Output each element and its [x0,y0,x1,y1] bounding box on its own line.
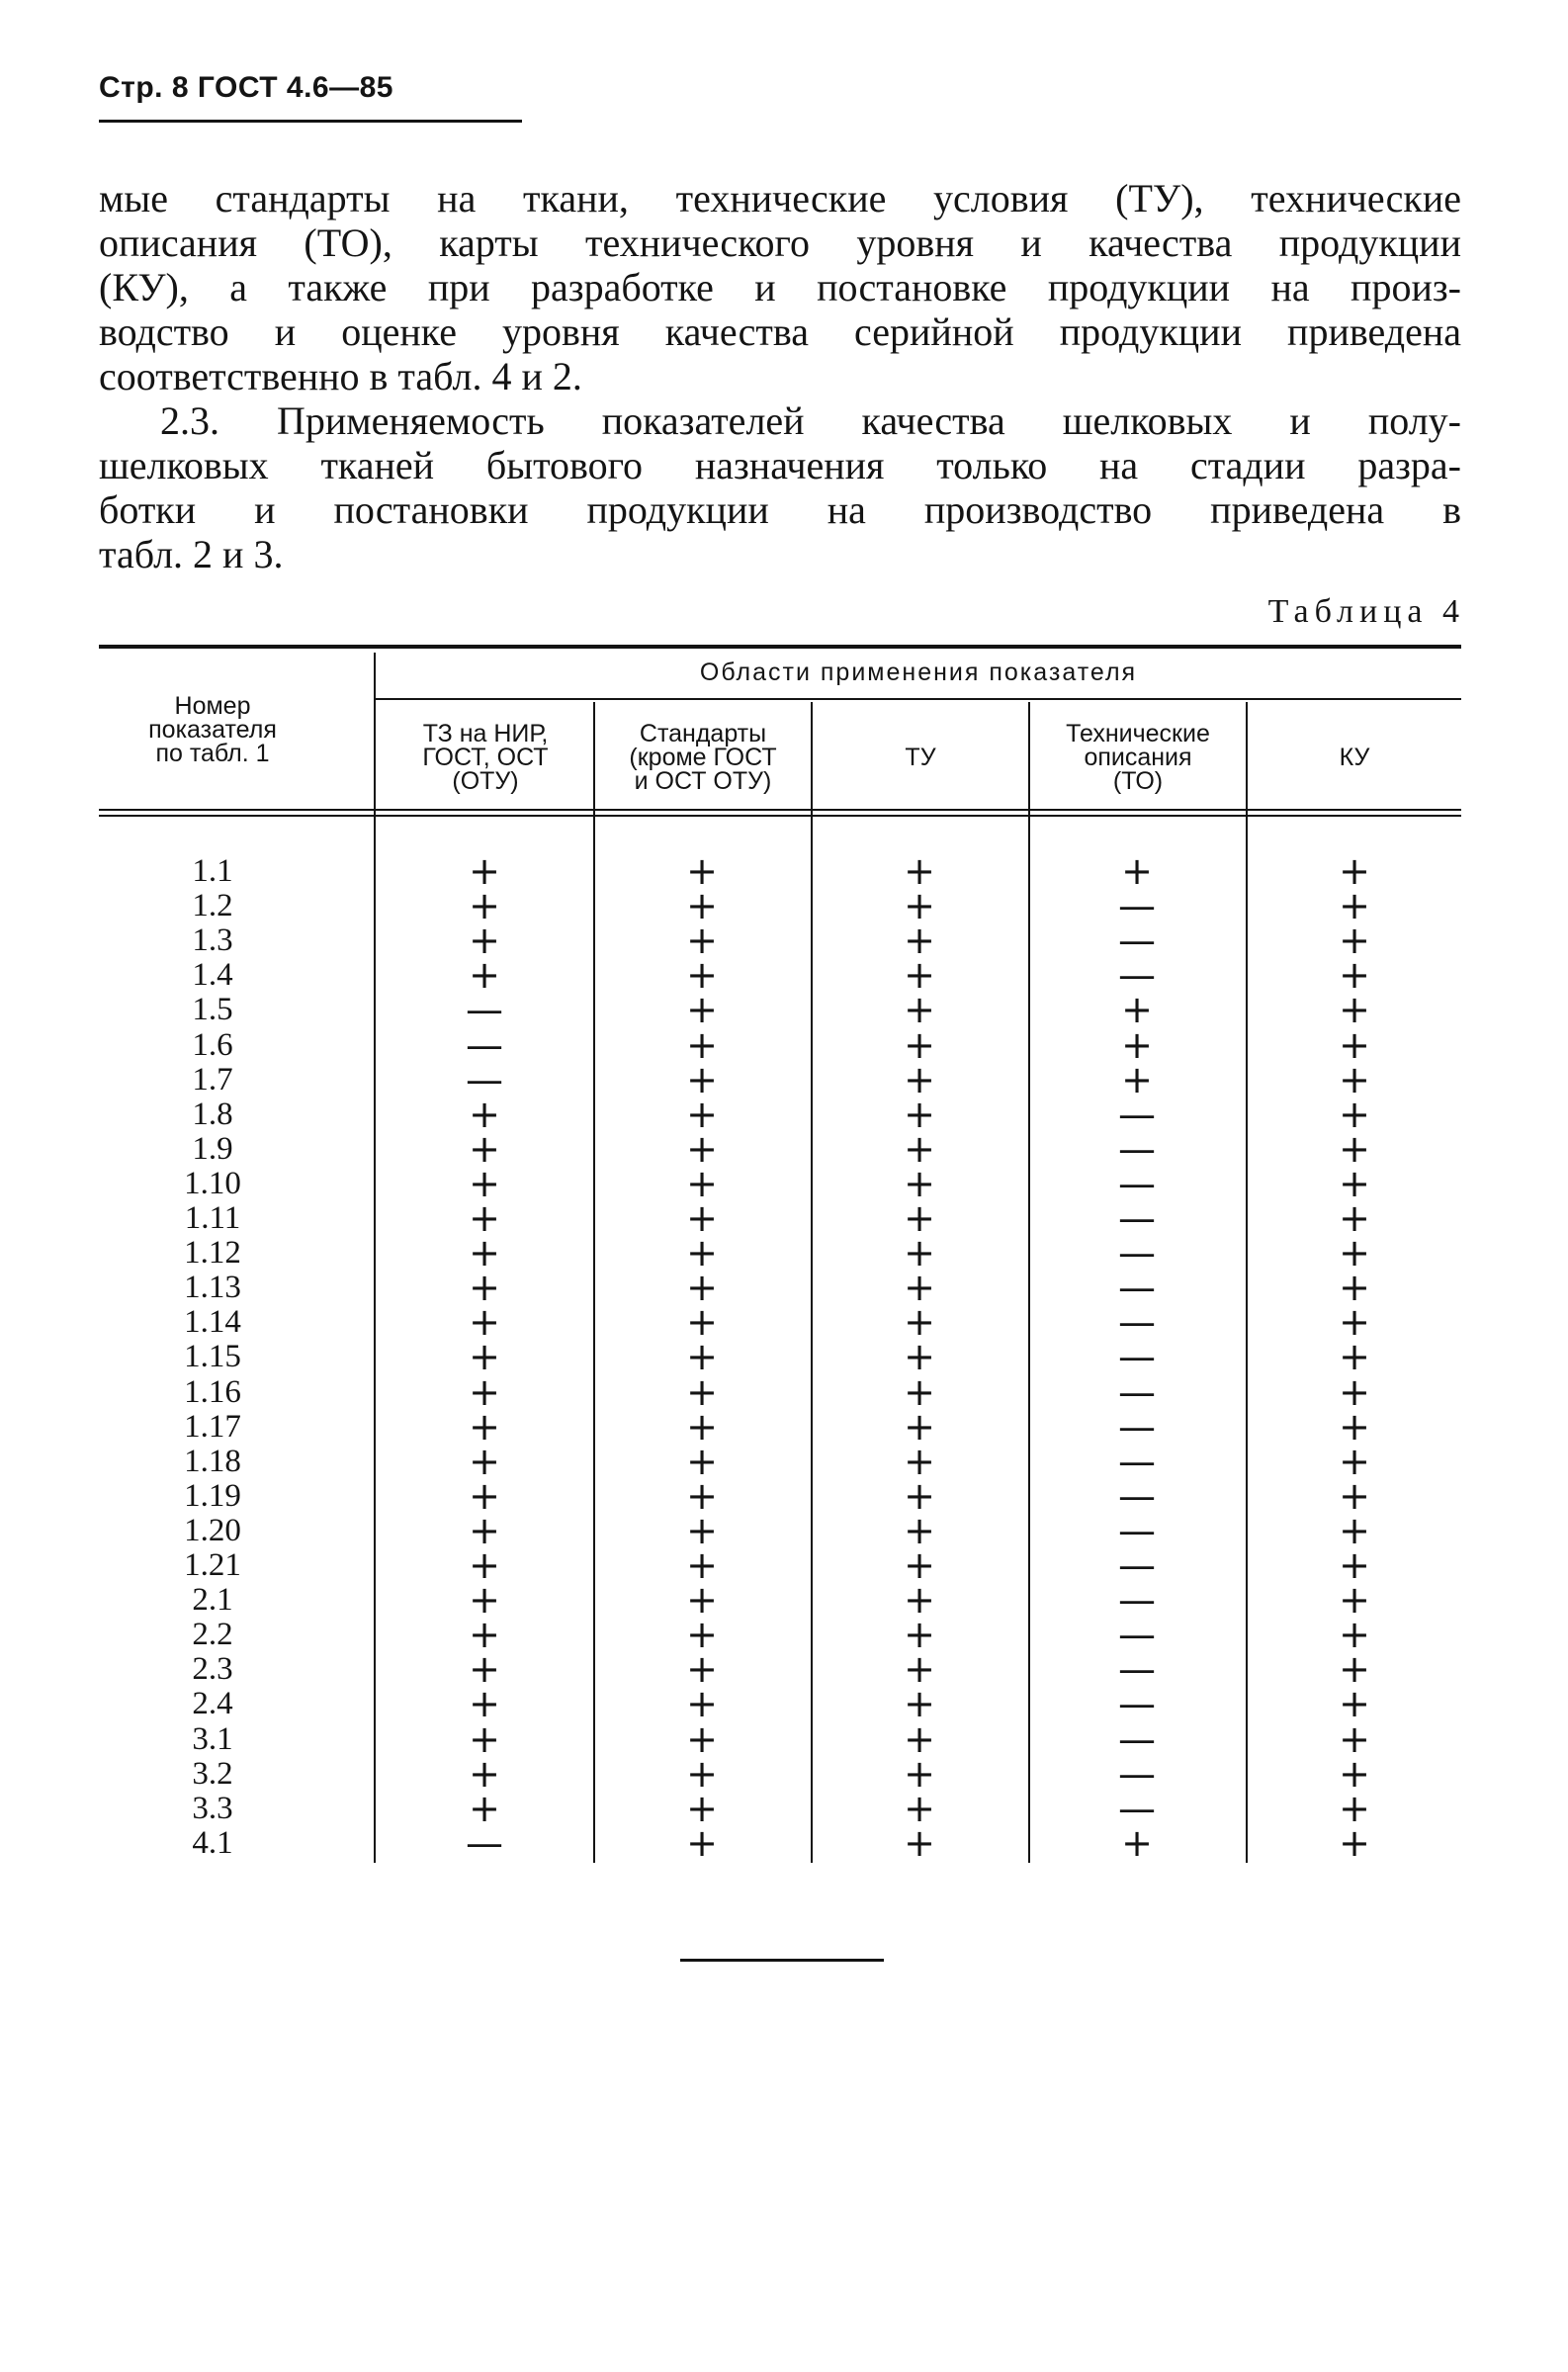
table-cell-mark: + [1339,1508,1370,1552]
table-cell-mark: + [904,1473,935,1518]
paragraph-1 [99,176,1461,398]
row-number: 1.21 [184,1547,241,1583]
table-cell-mark: + [1121,1057,1153,1101]
table-cell-mark: + [686,1578,718,1623]
header-rule-upper [99,809,1461,811]
table-cell-mark: + [904,1057,935,1101]
table-cell-mark: + [1339,1335,1370,1379]
table-cell-mark: — [1118,1682,1156,1726]
group-header-rule [376,698,1461,700]
column-divider [593,702,595,1863]
table-cell-mark: + [469,1266,500,1310]
table-cell-mark: + [1339,1682,1370,1726]
table-cell-mark: + [686,1613,718,1657]
table-cell-mark: + [686,1820,718,1865]
table-cell-mark: + [904,1439,935,1483]
table-cell-mark: + [469,919,500,963]
table-cell-mark: + [469,1369,500,1414]
table-cell-mark: + [904,1786,935,1830]
column-header-line: Стандарты [639,720,767,747]
table-cell-mark: + [686,1231,718,1275]
table-cell-mark: + [1339,1196,1370,1240]
table-cell-mark: + [1339,849,1370,893]
table-cell-mark: + [1339,1231,1370,1275]
table-cell-mark: + [1339,1578,1370,1623]
table-cell-mark: + [904,988,935,1032]
table-cell-mark: + [904,849,935,893]
row-number: 1.10 [184,1165,241,1201]
table-cell-mark: + [469,849,500,893]
table-cell-mark: + [1121,1820,1153,1865]
table-cell-mark: + [686,1057,718,1101]
table-cell-mark: + [686,1682,718,1726]
row-number: 4.1 [192,1824,233,1861]
row-number: 1.6 [192,1026,233,1063]
table-cell-mark: + [469,1161,500,1205]
table-cell-mark: + [1339,1786,1370,1830]
table-cell-mark: + [469,1647,500,1692]
row-number: 2.2 [192,1617,233,1653]
table-cell-mark: — [1118,1335,1156,1379]
table-cell-mark: + [1339,1266,1370,1310]
table-cell-mark: + [904,1682,935,1726]
table-cell-mark: + [904,1404,935,1449]
row-number: 3.2 [192,1755,233,1792]
table-cell-mark: + [1339,884,1370,928]
table-cell-mark: + [686,1543,718,1587]
table-cell-mark: + [469,1473,500,1518]
table-cell-mark: + [469,1508,500,1552]
table-cell-mark: + [1339,919,1370,963]
table-cell-mark: + [1339,1092,1370,1136]
column-header-to [1030,722,1246,793]
table-cell-mark: + [469,1300,500,1345]
row-number: 3.3 [192,1790,233,1826]
column-header-line: описания [1084,744,1192,771]
table-cell-mark: — [1118,1473,1156,1518]
table-cell-mark: — [1118,1126,1156,1171]
table-cell-mark: + [469,1126,500,1171]
table-cell-mark: — [1118,1508,1156,1552]
row-number: 1.1 [192,853,233,889]
table-cell-mark: + [469,1231,500,1275]
table-cell-mark: + [1121,849,1153,893]
table-cell-mark: + [904,1543,935,1587]
table-cell-mark: + [904,1161,935,1205]
table-cell-mark: + [904,1751,935,1796]
table-cell-mark: + [1121,988,1153,1032]
table-cell-mark: — [1118,1647,1156,1692]
table-cell-mark: + [469,953,500,998]
table-cell-mark: — [466,1022,503,1067]
table-cell-mark: + [686,1751,718,1796]
table-cell-mark: + [904,1231,935,1275]
column-header-line: (ОТУ) [452,767,519,795]
column-divider [811,702,813,1863]
group-header: Области применения показателя [699,659,1138,686]
table-cell-mark: + [469,884,500,928]
column-header-tu [813,746,1028,769]
table-cell-mark: — [1118,1786,1156,1830]
row-number: 1.17 [184,1408,241,1445]
table-cell-mark: — [1118,919,1156,963]
bottom-rule [680,1959,884,1962]
column-header-line: ТУ [905,744,936,771]
column-header-tz [378,722,593,793]
table-cell-mark: — [1118,1439,1156,1483]
table-cell-mark: + [686,1439,718,1483]
table-cell-mark: — [1118,1369,1156,1414]
row-number: 1.8 [192,1096,233,1132]
row-header-line: по табл. 1 [155,740,270,767]
table-cell-mark: + [1339,1613,1370,1657]
table-cell-mark: + [1339,1543,1370,1587]
table-cell-mark: + [904,1022,935,1067]
table-cell-mark: + [1339,1751,1370,1796]
table-cell-mark: + [1339,1404,1370,1449]
table-cell-mark: + [686,884,718,928]
row-number: 1.9 [192,1130,233,1167]
paragraph-2-line: 2.3. Применяемость показателей качества шелковых и полу- [160,398,1461,443]
paragraph-2-line: ботки и постановки продукции на производство приведена в [99,487,1461,532]
table-cell-mark: — [1118,1300,1156,1345]
table-cell-mark: + [686,1369,718,1414]
row-header [129,694,297,765]
table-cell-mark: + [1339,1057,1370,1101]
table-cell-mark: — [1118,953,1156,998]
column-header-line: ГОСТ, ОСТ [422,744,549,771]
row-number: 1.13 [184,1270,241,1306]
table-cell-mark: — [1118,1266,1156,1310]
table-cell-mark: + [686,1161,718,1205]
row-number: 1.4 [192,957,233,994]
column-divider [1028,702,1030,1863]
table-cell-mark: — [1118,1543,1156,1587]
table-cell-mark: + [1339,1473,1370,1518]
table-cell-mark: + [904,884,935,928]
table-cell-mark: + [686,1266,718,1310]
table-cell-mark: + [1339,1126,1370,1171]
table-cell-mark: — [1118,1161,1156,1205]
table-cell-mark: + [904,1820,935,1865]
table-cell-mark: — [1118,1751,1156,1796]
table-cell-mark: + [469,1613,500,1657]
table-cell-mark: + [904,1092,935,1136]
table-cell-mark: + [904,1647,935,1692]
table-cell-mark: + [904,953,935,998]
table-cell-mark: + [1339,988,1370,1032]
table-cell-mark: + [904,1196,935,1240]
table-cell-mark: — [466,988,503,1032]
table-cell-mark: + [686,849,718,893]
column-header-line: (ТО) [1112,767,1164,795]
table-cell-mark: + [904,1335,935,1379]
table-cell-mark: + [686,988,718,1032]
row-number: 1.11 [184,1200,241,1236]
row-header-line: показателя [148,716,277,744]
table-cell-mark: + [686,1126,718,1171]
table-cell-mark: — [466,1820,503,1865]
paragraph-1-line: мые стандарты на ткани, технические условия (ТУ), технические [99,176,1461,220]
table-cell-mark: + [469,1092,500,1136]
row-number: 1.7 [192,1061,233,1098]
row-number: 2.3 [192,1651,233,1688]
table-cell-mark: + [469,1578,500,1623]
table-cell-mark: + [686,1473,718,1518]
table-cell-mark: + [469,1404,500,1449]
column-header-line: и ОСТ ОТУ) [634,767,772,795]
table-cell-mark: + [686,1092,718,1136]
table-cell-mark: + [686,953,718,998]
paragraph-1-line: описания (ТО), карты технического уровня и качества продукции [99,220,1461,265]
table-cell-mark: + [469,1196,500,1240]
row-header-line: Номер [174,692,251,720]
table-cell-mark: + [1339,1820,1370,1865]
table-cell-mark: + [469,1335,500,1379]
column-header-standards [595,722,811,793]
table-cell-mark: + [686,919,718,963]
row-number: 1.20 [184,1512,241,1548]
row-number: 2.4 [192,1686,233,1722]
table-cell-mark: + [904,919,935,963]
table-cell-mark: — [1118,1404,1156,1449]
table-cell-mark: + [1339,1161,1370,1205]
column-divider [1246,702,1248,1863]
table-cell-mark: + [469,1682,500,1726]
table-cell-mark: + [686,1022,718,1067]
header-rule-lower [99,815,1461,817]
table-cell-mark: + [469,1786,500,1830]
column-header-line: КУ [1339,744,1370,771]
table-cell-mark: + [469,1716,500,1761]
column-header-ku [1248,746,1461,769]
table-cell-mark: + [904,1578,935,1623]
paragraph-1-line: (КУ), а также при разработке и постановке продукции на произ- [99,265,1461,309]
column-header-line: ТЗ на НИР, [422,720,549,747]
table-cell-mark: + [1339,1647,1370,1692]
table-cell-mark: + [1121,1022,1153,1067]
table-cell-mark: + [469,1439,500,1483]
table-cell-mark: + [1339,1300,1370,1345]
header-rule [99,120,522,123]
table-cell-mark: + [904,1508,935,1552]
row-number: 1.12 [184,1235,241,1272]
table-cell-mark: — [466,1057,503,1101]
table-cell-mark: + [469,1543,500,1587]
row-number: 2.1 [192,1582,233,1619]
table-cell-mark: + [904,1266,935,1310]
row-number: 1.3 [192,922,233,959]
row-number: 1.5 [192,992,233,1028]
table-cell-mark: + [1339,953,1370,998]
row-number: 1.16 [184,1373,241,1410]
paragraph-2 [99,398,1461,576]
table-cell-mark: + [1339,1439,1370,1483]
table-cell-mark: + [1339,1369,1370,1414]
table-cell-mark: + [686,1508,718,1552]
table-cell-mark: — [1118,1231,1156,1275]
table-cell-mark: + [904,1126,935,1171]
table-caption: Таблица 4 [1267,593,1465,630]
column-header-line: Технические [1066,720,1210,747]
table-cell-mark: + [1339,1022,1370,1067]
page-header: Стр. 8 ГОСТ 4.6—85 [99,71,393,104]
table-cell-mark: — [1118,1613,1156,1657]
table-cell-mark: — [1118,1092,1156,1136]
row-number: 3.1 [192,1720,233,1757]
row-number: 1.19 [184,1477,241,1514]
table-cell-mark: + [904,1369,935,1414]
paragraph-2-line: табл. 2 и 3. [99,532,284,576]
table-cell-mark: + [686,1786,718,1830]
table-cell-mark: + [904,1716,935,1761]
row-number: 1.2 [192,888,233,924]
table-cell-mark: — [1118,884,1156,928]
table-cell-mark: — [1118,1716,1156,1761]
table-top-rule [99,645,1461,649]
row-number: 1.15 [184,1339,241,1375]
table-cell-mark: + [686,1196,718,1240]
table-cell-mark: + [686,1335,718,1379]
table-cell-mark: — [1118,1578,1156,1623]
table-cell-mark: + [686,1647,718,1692]
column-divider [374,653,376,1863]
table-cell-mark: + [686,1716,718,1761]
table-cell-mark: + [1339,1716,1370,1761]
table-cell-mark: + [469,1751,500,1796]
table-cell-mark: + [686,1300,718,1345]
table-cell-mark: + [904,1613,935,1657]
row-number: 1.14 [184,1304,241,1341]
table-cell-mark: — [1118,1196,1156,1240]
paragraph-1-line: соответственно в табл. 4 и 2. [99,354,582,398]
table-cell-mark: + [904,1300,935,1345]
paragraph-1-line: водство и оценке уровня качества серийной продукции приведена [99,309,1461,354]
paragraph-2-line: шелковых тканей бытового назначения только на стадии разра- [99,443,1461,487]
column-header-line: (кроме ГОСТ [629,744,777,771]
table-cell-mark: + [686,1404,718,1449]
row-number: 1.18 [184,1443,241,1479]
